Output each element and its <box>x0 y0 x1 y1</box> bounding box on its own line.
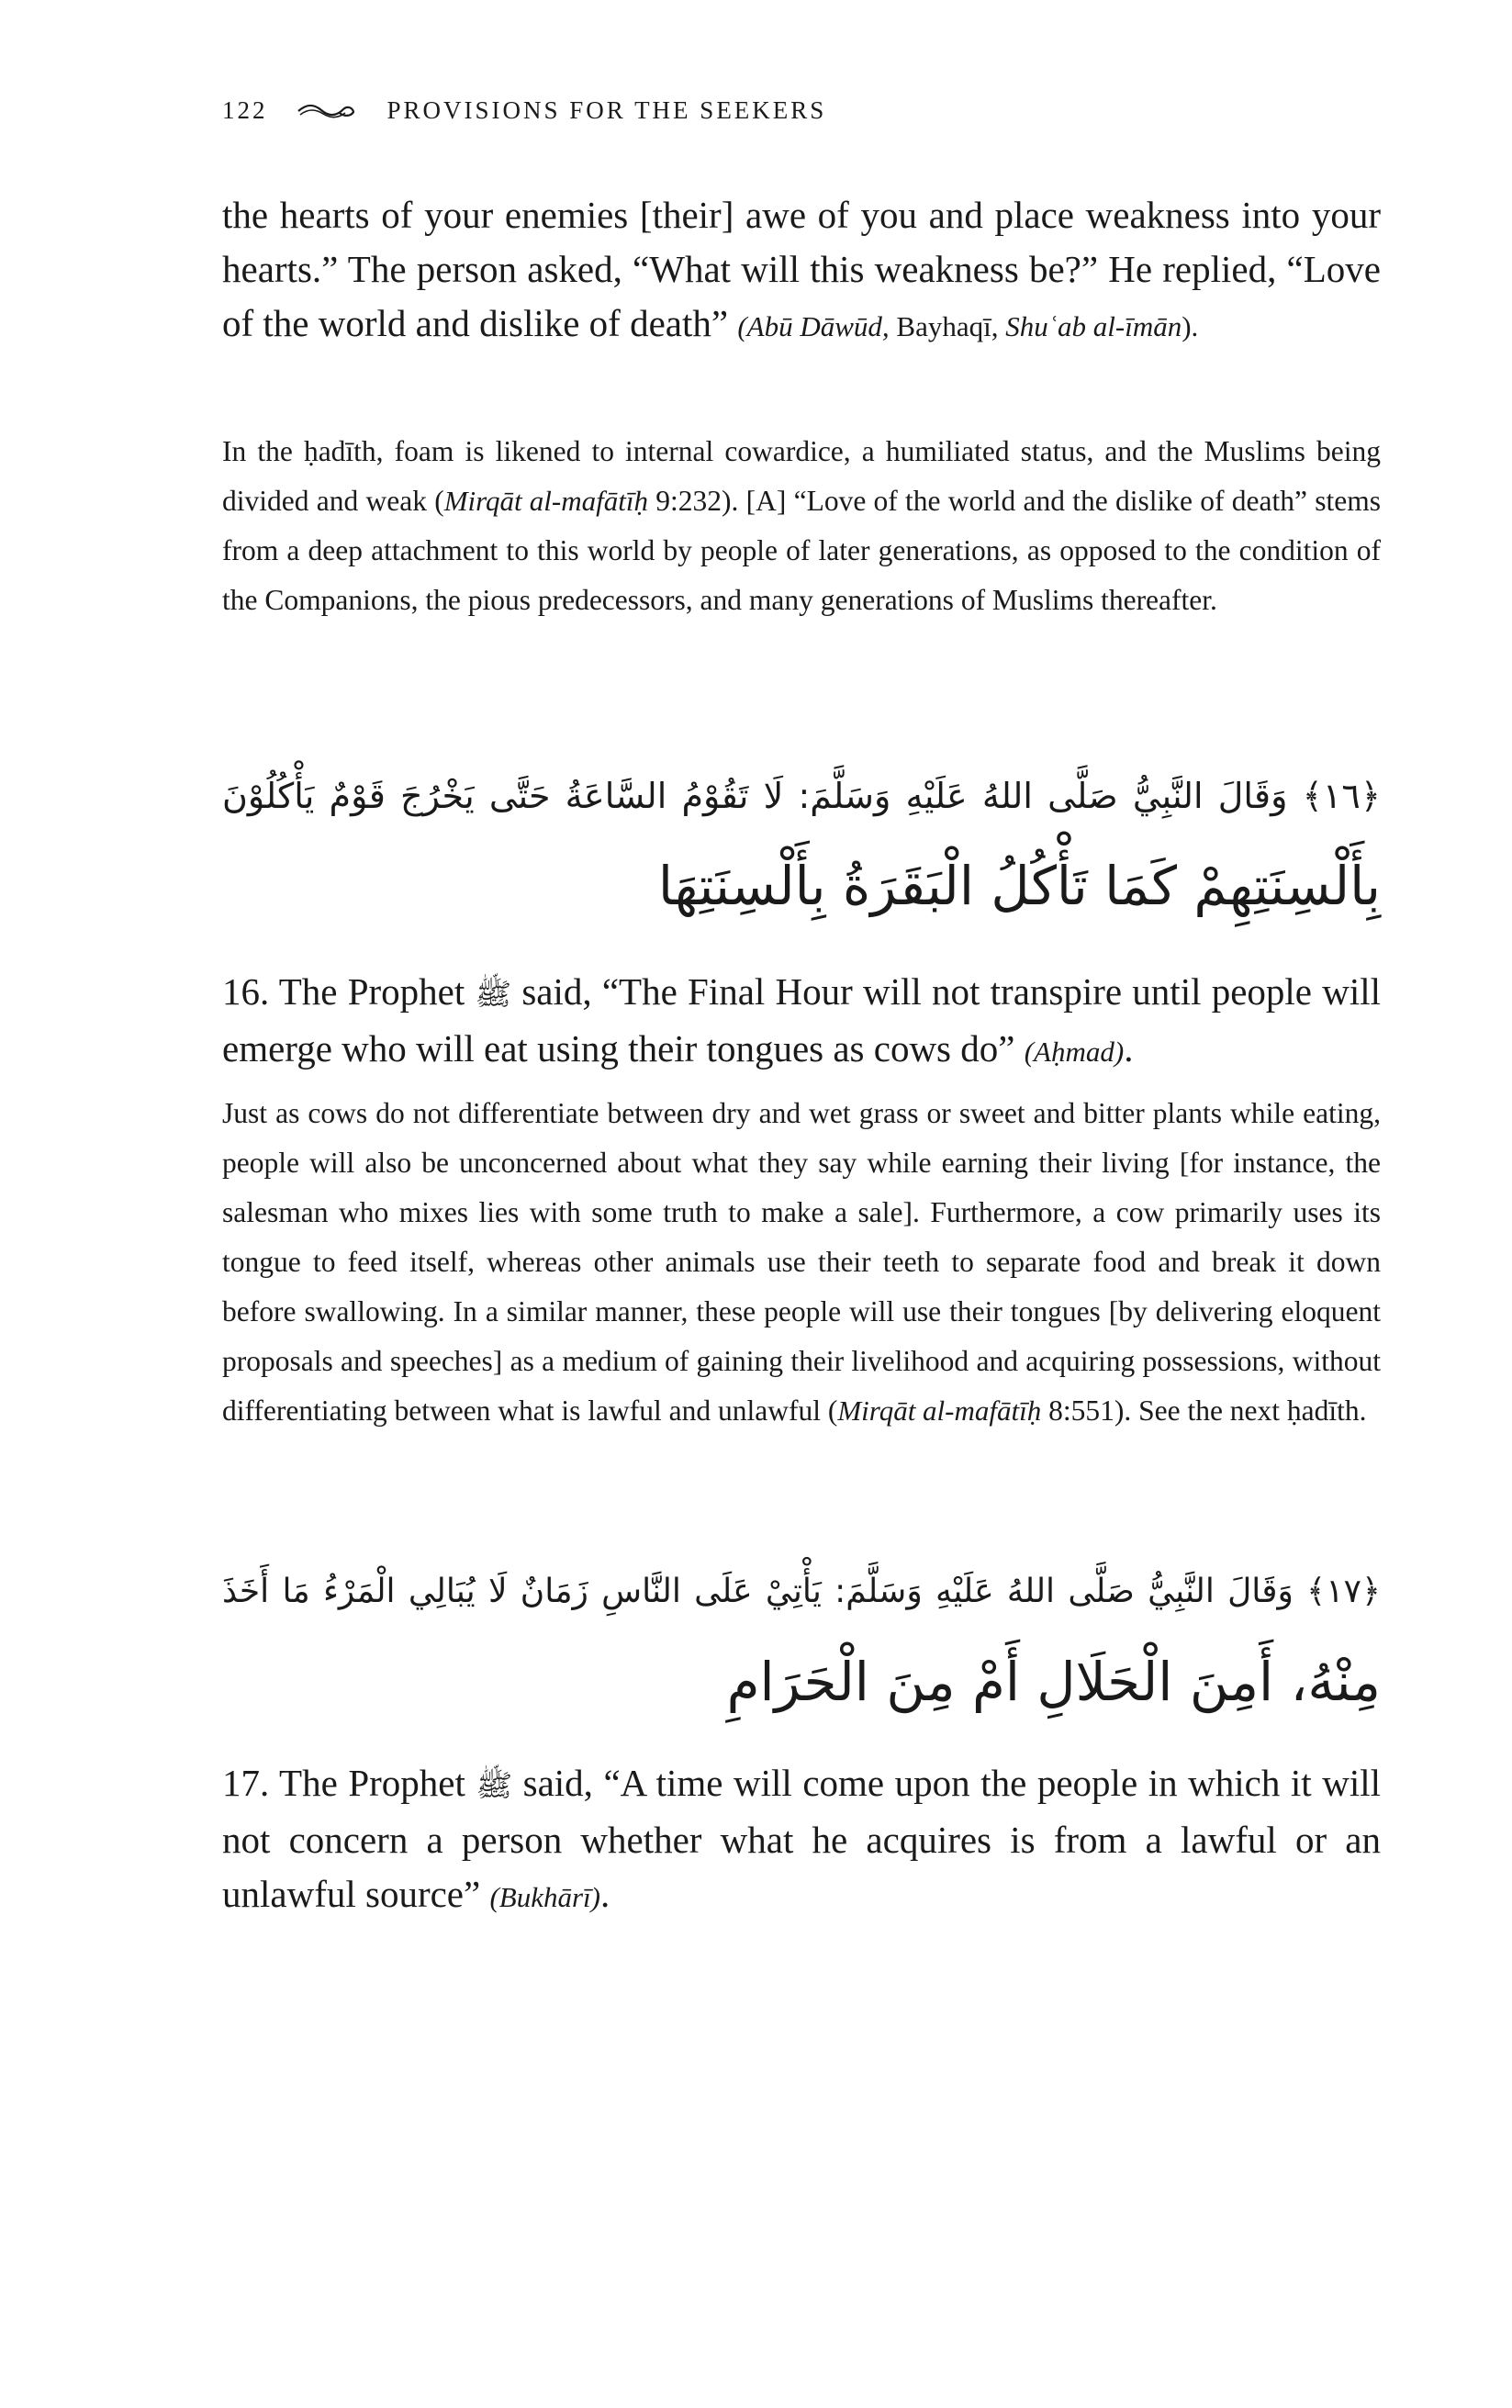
hadith-16-translation: 16. The Prophet ﷺ said, “The Final Hour will not transpire until people will emerge who will eat using their tongues as cows do” (Aḥmad). <box>222 970 1382 1070</box>
hadith-17-translation: 17. The Prophet ﷺ said, “A time will come upon the people in which it will not concern a person whether what he acquires is from a lawful or an unlawful source” (Bukhārī). <box>222 1762 1381 1915</box>
running-header <box>222 92 1416 129</box>
citation-book: Abū Dāwūd, <box>746 310 890 342</box>
citation-book: Mirqāt al-mafātīḥ <box>443 485 648 517</box>
page-number: 122 <box>222 95 268 124</box>
arabic-line: مِنْهُ، أَمِنَ الْحَلَالِ أَمْ مِنَ الْحَرَامِ <box>726 1651 1381 1713</box>
salutation-icon: ﷺ <box>476 1768 513 1803</box>
commentary-paragraph: In the ḥadīth, foam is likened to internal cowardice, a humiliated status, and the Muslims being divided and weak (Mirqāt al-mafātīḥ 9:232). [A] “Love of the world and the dislike of death” stems from a deep attachment to this world by people of later generations, as opposed to the condition of the Companions, the pious predecessors, and many generations of Muslims thereafter. <box>222 435 1382 616</box>
arabic-line: ﴿١٧﴾ وَقَالَ النَّبِيُّ صَلَّى اللهُ عَلَيْهِ وَسَلَّمَ: يَأْتِيْ عَلَى النَّاسِ زَمَانٌ لَا يُبَالِي الْمَرْءُ مَا أَخَذَ <box>222 1573 1381 1610</box>
hadith-number: 16. <box>222 970 270 1013</box>
wave-ornament-icon <box>296 100 356 120</box>
citation-author: Bayhaqī, <box>889 310 1006 342</box>
citation-book: Shuʿab al-īmān <box>1005 310 1182 342</box>
book-title: PROVISIONS FOR THE SEEKERS <box>386 95 827 124</box>
arabic-line: بِأَلْسِنَتِهِمْ كَمَا تَأْكُلُ الْبَقَرَةُ بِأَلْسِنَتِهَا <box>657 855 1381 917</box>
arabic-line: ﴿١٦﴾ وَقَالَ النَّبِيُّ صَلَّى اللهُ عَلَيْهِ وَسَلَّمَ: لَا تَقُوْمُ السَّاعَةُ حَتَّى يَخْرُجَ قَوْمٌ يَأْكُلُوْنَ <box>222 776 1381 816</box>
commentary-paragraph: Just as cows do not differentiate between dry and wet grass or sweet and bitter plants while eating, people will also be unconcerned about what they say while earning their living [for instance, the salesman who mixes lies with some truth to make a sale]. Furthermore, a cow primarily uses its tongue to feed itself, whereas other animals use their teeth to separate food and break it down before swallowing. In a similar manner, these people will use their tongues [by delivering eloquent proposals and speeches] as a medium of gaining their livelihood and acquiring possessions, without differentiating between what is lawful and unlawful (Mirqāt al-mafātīḥ 8:551). See the next ḥadīth. <box>222 1097 1381 1427</box>
hadith-number: 17. <box>222 1762 270 1804</box>
citation: (Bukhārī) <box>489 1881 600 1913</box>
continuation-paragraph: the hearts of your enemies [their] awe of you and place weakness into your hearts.” The person asked, “What will this weakness be?” He replied, “Love of the world and dislike of death” (Abū Dāwūd, Bayhaqī, Shuʿab al-īmān). <box>222 194 1381 344</box>
citation: (Aḥmad) <box>1024 1036 1125 1068</box>
citation-book: Mirqāt al-mafātīḥ <box>837 1394 1042 1427</box>
hadith-16-arabic <box>222 751 1381 931</box>
salutation-icon: ﷺ <box>475 977 512 1012</box>
hadith-17-arabic <box>222 1547 1381 1727</box>
